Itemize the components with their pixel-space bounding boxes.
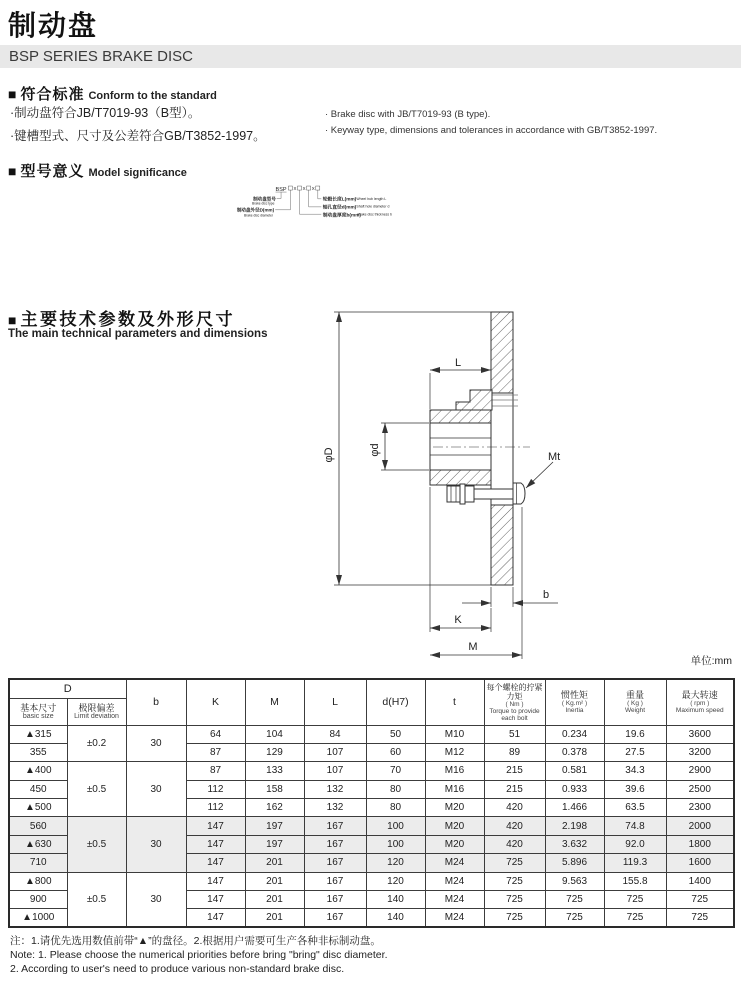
table-cell: 140	[366, 909, 425, 927]
table-cell: 420	[484, 799, 545, 817]
footnote-zh: 注：1.请优先选用数值前带“▲”的盘径。2.根据用户需要可生产各种非标制动盘。	[10, 935, 381, 947]
table-cell: 63.5	[604, 799, 666, 817]
table-cell: 84	[304, 725, 366, 743]
dim-label-phid: φd	[369, 443, 381, 457]
page-title: 制动盘	[8, 10, 99, 41]
table-cell: 1.466	[545, 799, 604, 817]
table-cell: 89	[484, 743, 545, 761]
table-cell: 725	[666, 891, 734, 909]
table-cell: 147	[186, 909, 245, 927]
table-cell: 60	[366, 743, 425, 761]
header-deviation	[67, 698, 126, 725]
parameters-heading-zh: 主要技术参数及外形尺寸	[20, 310, 235, 329]
table-cell: ±0.5	[67, 762, 126, 817]
footnote-en: Note: 1. Please choose the numerical priorities before bring "bring" disc diameter.	[10, 949, 388, 961]
header-l: L	[304, 679, 366, 725]
table-body	[9, 725, 734, 927]
header-torque-en: Torque to provide each bolt	[489, 707, 540, 722]
table-row	[9, 762, 734, 780]
model-label-zh: 制动盘外径D(mm)	[236, 207, 275, 213]
table-cell: 104	[245, 725, 304, 743]
header-weight	[604, 679, 666, 725]
model-label-en: Brake disc type	[252, 201, 275, 206]
unit-note: 单位:mm	[690, 655, 732, 667]
table-cell: ±0.5	[67, 817, 126, 872]
series-title-bar	[0, 45, 741, 68]
table-cell: 147	[186, 854, 245, 872]
table-cell: 201	[245, 872, 304, 890]
table-cell: ▲315	[9, 725, 67, 743]
header-speed-unit: ( rpm )	[690, 699, 710, 707]
table-cell: 2300	[666, 799, 734, 817]
table-cell: 167	[304, 817, 366, 835]
model-designation-diagram	[0, 182, 741, 287]
header-weight-zh: 重量	[626, 689, 645, 700]
table-cell: 0.933	[545, 780, 604, 798]
table-cell: 74.8	[604, 817, 666, 835]
standards-heading-zh: 符合标准	[20, 86, 85, 103]
header-speed-en: Maximum speed	[675, 706, 724, 714]
table-cell: ±0.2	[67, 725, 126, 762]
header-inertia-zh: 惯性矩	[561, 689, 589, 700]
table-cell: 2900	[666, 762, 734, 780]
table-cell: 215	[484, 780, 545, 798]
table-row	[9, 872, 734, 890]
header-weight-en: Weight	[624, 706, 646, 714]
table-cell: 64	[186, 725, 245, 743]
model-label-en: Wheel hub length L	[356, 196, 387, 201]
table-cell: 34.3	[604, 762, 666, 780]
table-cell: 197	[245, 817, 304, 835]
table-cell: 70	[366, 762, 425, 780]
table-cell: 201	[245, 854, 304, 872]
series-title: BSP SERIES BRAKE DISC	[9, 48, 193, 65]
table-cell: 107	[304, 762, 366, 780]
header-basic-zh: 基本尺寸	[20, 702, 57, 713]
table-cell: 120	[366, 854, 425, 872]
table-cell: 725	[604, 909, 666, 927]
table-cell: 80	[366, 780, 425, 798]
dim-label-phiD: φD	[323, 447, 335, 463]
table-cell: M24	[425, 891, 484, 909]
table-cell: 725	[604, 891, 666, 909]
table-cell: 3.632	[545, 835, 604, 853]
table-cell: M12	[425, 743, 484, 761]
table-cell: 107	[304, 743, 366, 761]
header-k: K	[186, 679, 245, 725]
table-cell: 19.6	[604, 725, 666, 743]
standards-item: · Keyway type, dimensions and tolerances in accordance with GB/T3852-1997.	[325, 125, 658, 136]
table-cell: 450	[9, 780, 67, 798]
table-cell: 725	[545, 909, 604, 927]
table-cell: 420	[484, 835, 545, 853]
parameters-table	[8, 678, 733, 928]
table-cell: 147	[186, 835, 245, 853]
table-cell: 119.3	[604, 854, 666, 872]
standards-item: ·制动盘符合JB/T7019-93（B型）。	[10, 106, 201, 120]
table-cell: 133	[245, 762, 304, 780]
table-cell: M24	[425, 909, 484, 927]
table-cell: 710	[9, 854, 67, 872]
table-cell: 725	[484, 891, 545, 909]
table-cell: ▲630	[9, 835, 67, 853]
table-cell: M20	[425, 835, 484, 853]
table-cell: 355	[9, 743, 67, 761]
table-cell: M10	[425, 725, 484, 743]
table-cell: 92.0	[604, 835, 666, 853]
header-m: M	[245, 679, 304, 725]
table-cell: 158	[245, 780, 304, 798]
table-cell: 100	[366, 817, 425, 835]
model-label-en: Shaft hole diameter d	[356, 204, 390, 209]
parameters-heading-en: The main technical parameters and dimensions	[8, 328, 268, 340]
header-deviation-en: Limit deviation	[74, 712, 119, 720]
table-cell: 80	[366, 799, 425, 817]
header-basic-size	[9, 698, 67, 725]
table-cell: 129	[245, 743, 304, 761]
table-cell: 215	[484, 762, 545, 780]
model-label-zh: 轴孔直径d(mm)	[322, 205, 357, 211]
table-cell: 0.234	[545, 725, 604, 743]
standards-item: ·键槽型式、尺寸及公差符合GB/T3852-1997。	[10, 129, 266, 143]
model-heading-en: Model significance	[88, 167, 187, 179]
table-row	[9, 817, 734, 835]
table-cell: 147	[186, 817, 245, 835]
model-heading	[8, 160, 187, 181]
table-cell: 120	[366, 872, 425, 890]
footnotes	[10, 934, 387, 976]
table-cell: 51	[484, 725, 545, 743]
table-cell: 420	[484, 817, 545, 835]
table-cell: 140	[366, 891, 425, 909]
standards-item: · Brake disc with JB/T7019-93 (B type).	[325, 109, 491, 120]
model-label-en: Brake disc diameter	[244, 213, 273, 218]
table-cell: 2.198	[545, 817, 604, 835]
dim-label-k: K	[454, 614, 462, 626]
table-cell: 201	[245, 891, 304, 909]
table-cell: 147	[186, 891, 245, 909]
table-cell: 112	[186, 799, 245, 817]
table-cell: M24	[425, 854, 484, 872]
table-cell: M16	[425, 762, 484, 780]
table-cell: 560	[9, 817, 67, 835]
table-cell: M20	[425, 799, 484, 817]
table-cell: 725	[484, 854, 545, 872]
table-cell: 87	[186, 743, 245, 761]
brake-disc-section-drawing	[0, 300, 741, 665]
table-cell: 0.378	[545, 743, 604, 761]
table-cell: 167	[304, 872, 366, 890]
table-cell: 1800	[666, 835, 734, 853]
table-cell: 132	[304, 799, 366, 817]
header-torque-zh: 每个螺栓的拧紧力矩	[486, 682, 543, 701]
header-speed-zh: 最大转速	[681, 689, 718, 700]
header-t: t	[425, 679, 484, 725]
table-cell: ▲800	[9, 872, 67, 890]
table-cell: 112	[186, 780, 245, 798]
table-cell: ▲500	[9, 799, 67, 817]
table-cell: 27.5	[604, 743, 666, 761]
footnote-en: 2. According to user's need to produce various non-standard brake disc.	[10, 963, 345, 975]
table-cell: 900	[9, 891, 67, 909]
header-torque-unit: ( Nm )	[505, 700, 524, 708]
table-cell: 30	[126, 817, 186, 872]
header-d-h7: d(H7)	[366, 679, 425, 725]
model-prefix: BSP	[275, 186, 287, 193]
header-d-group: D	[9, 679, 126, 698]
table-cell: 30	[126, 872, 186, 927]
table-cell: 167	[304, 835, 366, 853]
header-inertia-unit: ( Kg.m² )	[561, 699, 588, 707]
table-cell: 5.896	[545, 854, 604, 872]
table-cell: 30	[126, 762, 186, 817]
table-cell: 2000	[666, 817, 734, 835]
table-cell: 100	[366, 835, 425, 853]
header-torque	[484, 679, 545, 725]
table-cell: ±0.5	[67, 872, 126, 927]
table-cell: 2500	[666, 780, 734, 798]
table-cell: 39.6	[604, 780, 666, 798]
table-cell: 3600	[666, 725, 734, 743]
header-inertia-en: Inertia	[565, 706, 584, 714]
dim-label-m: M	[468, 641, 478, 653]
table-cell: 3200	[666, 743, 734, 761]
standards-heading-en: Conform to the standard	[88, 90, 217, 102]
section-marker-icon: ■	[8, 312, 17, 328]
table-header	[9, 679, 734, 725]
table-cell: 147	[186, 872, 245, 890]
table-cell: ▲1000	[9, 909, 67, 927]
section-marker-icon: ■	[8, 86, 17, 102]
table-cell: 1600	[666, 854, 734, 872]
table-cell: 155.8	[604, 872, 666, 890]
table-cell: M24	[425, 872, 484, 890]
table-cell: M16	[425, 780, 484, 798]
table-cell: 167	[304, 854, 366, 872]
table-cell: 0.581	[545, 762, 604, 780]
header-b: b	[126, 679, 186, 725]
model-separator: X	[293, 186, 297, 192]
table-cell: 9.563	[545, 872, 604, 890]
table-cell: 30	[126, 725, 186, 762]
table-cell: 725	[666, 909, 734, 927]
model-label-en: Brake disc thickness b	[357, 212, 393, 217]
dim-label-l: L	[454, 357, 462, 369]
model-label-zh: 轮毂长度L(mm)	[322, 197, 357, 203]
header-weight-unit: ( Kg )	[627, 699, 643, 707]
table-cell: 197	[245, 835, 304, 853]
table-cell: 162	[245, 799, 304, 817]
model-label-zh: 制动盘型号	[253, 196, 276, 202]
table-cell: 167	[304, 891, 366, 909]
standards-list-zh	[10, 102, 266, 148]
table-cell: 132	[304, 780, 366, 798]
parameters-table-grid	[8, 678, 735, 928]
model-separator: X	[302, 186, 306, 192]
header-inertia	[545, 679, 604, 725]
table-cell: 725	[484, 909, 545, 927]
table-cell: M20	[425, 817, 484, 835]
header-basic-en: basic size	[22, 712, 54, 720]
model-separator: X	[311, 186, 315, 192]
model-label-zh: 制动盘厚度b(mm)	[322, 213, 362, 219]
table-cell: 725	[484, 872, 545, 890]
standards-list-en	[325, 107, 657, 139]
table-cell: 725	[545, 891, 604, 909]
section-marker-icon: ■	[8, 163, 17, 179]
table-cell: 1400	[666, 872, 734, 890]
table-cell: 87	[186, 762, 245, 780]
header-speed	[666, 679, 734, 725]
table-cell: ▲400	[9, 762, 67, 780]
table-row	[9, 725, 734, 743]
standards-heading	[8, 83, 217, 104]
dim-label-b: b	[542, 589, 550, 601]
table-cell: 201	[245, 909, 304, 927]
header-deviation-zh: 极限偏差	[78, 702, 115, 713]
table-cell: 50	[366, 725, 425, 743]
table-cell: 167	[304, 909, 366, 927]
model-heading-zh: 型号意义	[20, 163, 85, 180]
dim-label-mt: Mt	[548, 451, 561, 463]
